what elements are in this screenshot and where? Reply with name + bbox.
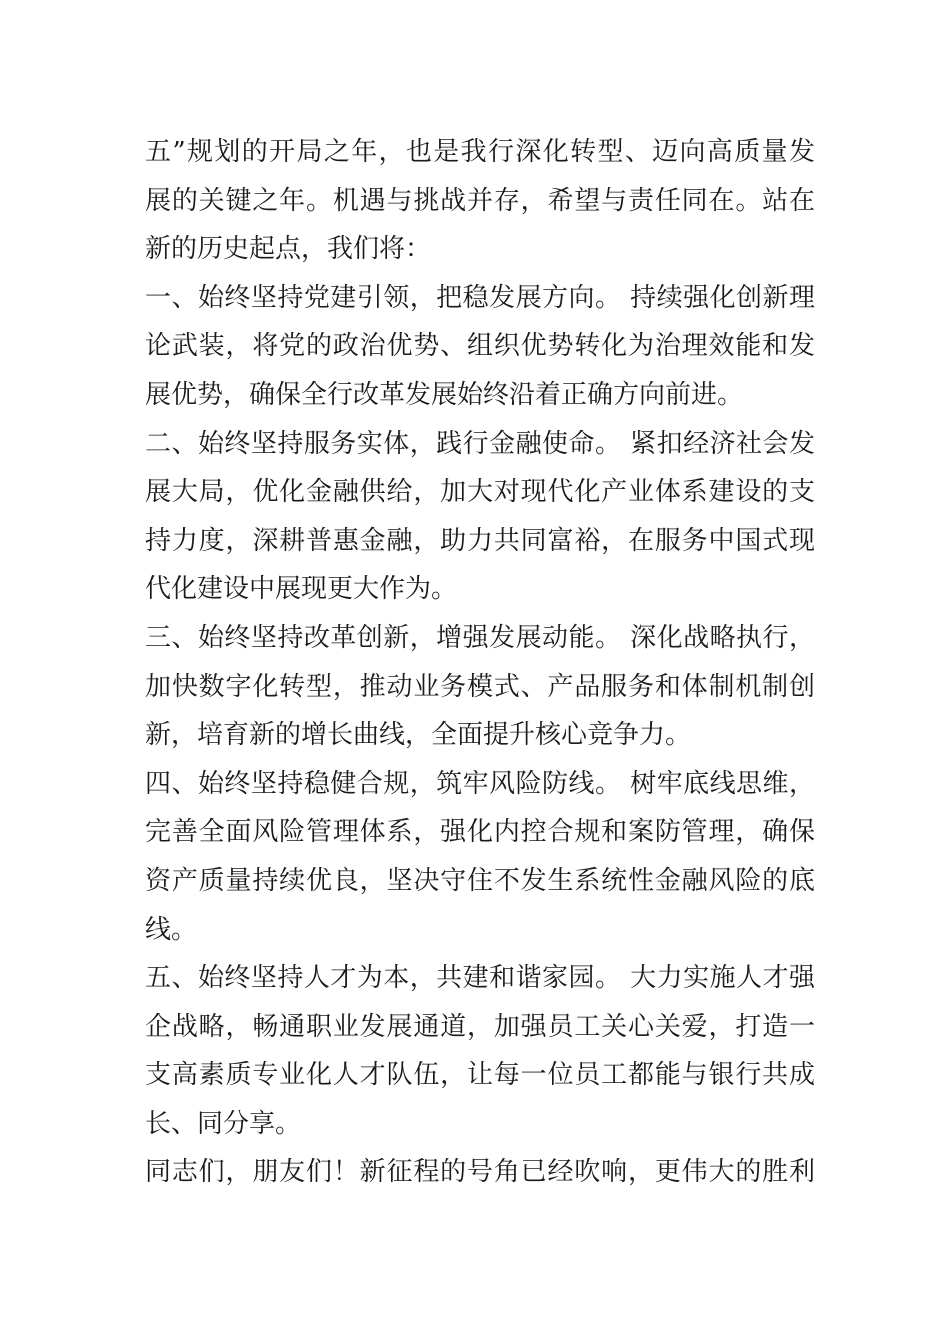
text-line: 五、始终坚持人才为本，共建和谐家园。 大力实施人才强 bbox=[145, 963, 815, 994]
text-line: 三、始终坚持改革创新，增强发展动能。 深化战略执行， bbox=[145, 622, 815, 653]
paragraph-point-1 bbox=[145, 274, 815, 420]
text-line: 长、同分享。 bbox=[145, 1108, 302, 1139]
paragraph-opening bbox=[145, 128, 815, 274]
text-line: 五”规划的开局之年，也是我行深化转型、迈向高质量发 bbox=[145, 137, 815, 167]
text-line: 同志们，朋友们！新征程的号角已经吹响，更伟大的胜利 bbox=[145, 1157, 815, 1188]
text-line: 一、始终坚持党建引领，把稳发展方向。 持续强化创新理 bbox=[145, 282, 815, 313]
text-line: 代化建设中展现更大作为。 bbox=[145, 574, 458, 605]
paragraph-closing bbox=[145, 1148, 815, 1197]
text-line: 论武装，将党的政治优势、组织优势转化为治理效能和发 bbox=[145, 331, 815, 362]
text-line: 企战略，畅通职业发展通道，加强员工关心关爱，打造一 bbox=[145, 1011, 815, 1042]
text-line: 展大局，优化金融供给，加大对现代化产业体系建设的支 bbox=[145, 477, 815, 508]
paragraph-point-2 bbox=[145, 420, 815, 614]
document-body bbox=[145, 128, 815, 1197]
text-line: 支高素质专业化人才队伍，让每一位员工都能与银行共成 bbox=[145, 1060, 815, 1091]
text-line: 新，培育新的增长曲线，全面提升核心竞争力。 bbox=[145, 720, 692, 751]
text-line: 二、始终坚持服务实体，践行金融使命。 紧扣经济社会发 bbox=[145, 428, 815, 459]
text-line: 线。 bbox=[145, 914, 198, 945]
text-line: 展优势，确保全行改革发展始终沿着正确方向前进。 bbox=[145, 379, 744, 410]
paragraph-point-5 bbox=[145, 954, 815, 1148]
text-line: 四、始终坚持稳健合规，筑牢风险防线。 树牢底线思维， bbox=[145, 768, 815, 799]
text-line: 新的历史起点，我们将： bbox=[145, 234, 432, 265]
text-line: 资产质量持续优良，坚决守住不发生系统性金融风险的底 bbox=[145, 865, 815, 896]
text-line: 完善全面风险管理体系，强化内控合规和案防管理，确保 bbox=[145, 817, 815, 848]
paragraph-point-3 bbox=[145, 614, 815, 760]
text-line: 持力度，深耕普惠金融，助力共同富裕，在服务中国式现 bbox=[145, 525, 815, 556]
text-line: 展的关键之年。机遇与挑战并存，希望与责任同在。站在 bbox=[145, 185, 815, 216]
text-line: 加快数字化转型，推动业务模式、产品服务和体制机制创 bbox=[145, 671, 815, 702]
paragraph-point-4 bbox=[145, 760, 815, 954]
